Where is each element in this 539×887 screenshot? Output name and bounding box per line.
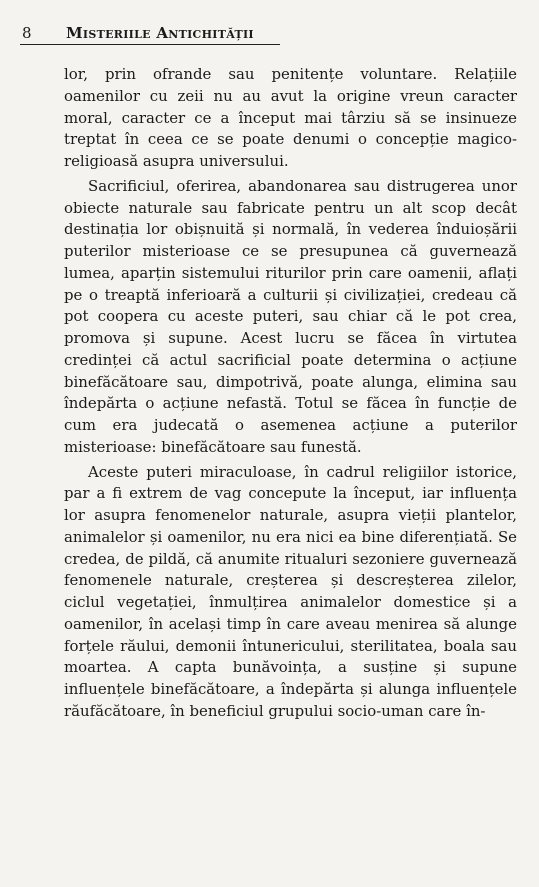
paragraph: Aceste puteri miraculoase, în cadrul religiilor istorice, par a fi extrem de vag concepute la început, iar influența lor asupra fenomenelor naturale, asupra vieții plantelor, animalelor și oamenilor, nu era nici ea bine diferențiată. Se credea, de pildă, că anumite ritualuri sezoniere guvernează fenomenele naturale, creșterea și descreșterea zilelor, ciclul vegetației, înmulțirea animalelor domestice și a oamenilor, în același timp în care aveau menirea să alunge forțele răului, demonii întunericului, sterilitatea, boala sau moartea. A capta bunăvoința, a susține și supune influențele binefăcătoare, a îndepărta și alunga influențele răufăcătoare, în beneficiul grupului socio-uman care în-: [64, 462, 517, 720]
body-text: [64, 64, 517, 723]
page-number: 8: [22, 24, 32, 42]
running-header: [20, 22, 280, 45]
paragraph: lor, prin ofrande sau penitențe voluntare. Relațiile oamenilor cu zeii nu au avut la origine vreun caracter moral, caracter ce a început mai târziu să se insinueze treptat în ceea ce se poate denumi o concepție magico-religioasă asupra universului.: [64, 65, 517, 170]
paragraph: Sacrificiul, oferirea, abandonarea sau distrugerea unor obiecte naturale sau fabricate pentru un alt scop decât destinația lor obișnuită și normală, în vederea înduioșării puterilor misterioase ce se presupunea că guvernează lumea, aparțin sistemului riturilor prin care oamenii, aflați pe o treaptă inferioară a culturii și civilizației, credeau că pot coopera cu aceste puteri, sau chiar că le pot crea, promova și supune. Acest lucru se făcea în virtutea credinței că actul sacrificial poate determina o acțiune binefăcătoare sau, dimpotrivă, poate alunga, elimina sau îndepărta o acțiune nefastă. Totul se făcea în funcție de cum era judecată o asemenea acțiune a puterilor misterioase: binefăcătoare sau funestă.: [64, 176, 517, 456]
running-title: Misteriile Antichității: [66, 24, 254, 42]
